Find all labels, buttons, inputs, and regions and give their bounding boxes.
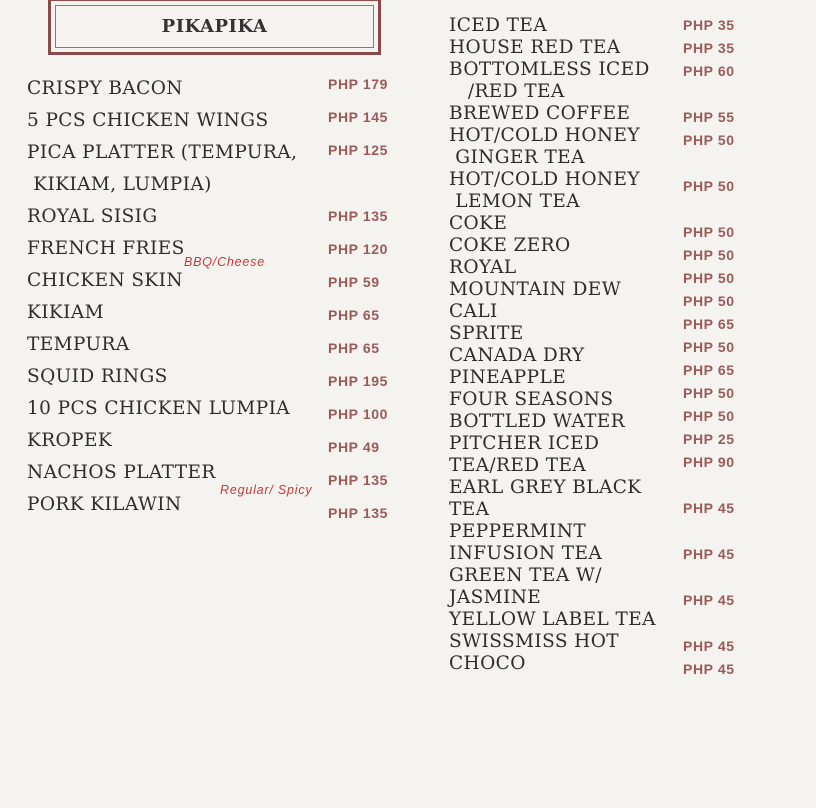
drink-line: BOTTOMLESS ICED (449, 59, 650, 80)
drink-line: PEPPERMINT (449, 521, 587, 542)
drink-price: PHP 45 (683, 592, 735, 608)
drink-line: EARL GREY BLACK (449, 477, 642, 498)
menu-item-name: KIKIAM (27, 302, 104, 323)
drink-line: COKE (449, 213, 508, 234)
drink-line: LEMON TEA (449, 191, 581, 212)
restaurant-title: PIKAPIKA (161, 16, 268, 37)
menu-item-name: FRENCH FRIES (27, 238, 185, 259)
menu-item-name: PICA PLATTER (TEMPURA, (27, 142, 298, 163)
menu-item-price: PHP 100 (328, 406, 388, 422)
drink-price: PHP 65 (683, 362, 735, 378)
drink-price: PHP 45 (683, 661, 735, 677)
menu-item-price: PHP 59 (328, 274, 380, 290)
drink-line: BOTTLED WATER (449, 411, 626, 432)
drink-price: PHP 25 (683, 431, 735, 447)
menu-item-price: PHP 179 (328, 76, 388, 92)
drink-price: PHP 35 (683, 40, 735, 56)
drink-line: YELLOW LABEL TEA (449, 609, 656, 630)
drink-line: GREEN TEA W/ (449, 565, 602, 586)
menu-item-price: PHP 135 (328, 505, 388, 521)
drink-line: INFUSION TEA (449, 543, 603, 564)
menu-item-name: SQUID RINGS (27, 366, 168, 387)
drink-line: SWISSMISS HOT (449, 631, 620, 652)
drink-price: PHP 50 (683, 224, 735, 240)
drink-line: CHOCO (449, 653, 526, 674)
drink-line: GINGER TEA (449, 147, 585, 168)
drink-line: JASMINE (449, 587, 542, 608)
drink-price: PHP 50 (683, 339, 735, 355)
menu-item-name: CHICKEN SKIN (27, 270, 183, 291)
menu-item-price: PHP 135 (328, 208, 388, 224)
drink-line: CALI (449, 301, 498, 322)
drink-line: FOUR SEASONS (449, 389, 614, 410)
drink-line: HOT/COLD HONEY (449, 125, 640, 146)
drink-price: PHP 45 (683, 638, 735, 654)
menu-item-name: 5 PCS CHICKEN WINGS (27, 110, 269, 131)
drink-line: COKE ZERO (449, 235, 571, 256)
menu-header-box (48, 0, 381, 55)
drink-line: MOUNTAIN DEW (449, 279, 622, 300)
drink-price: PHP 50 (683, 132, 735, 148)
drink-line: HOUSE RED TEA (449, 37, 621, 58)
menu-item-price: PHP 145 (328, 109, 388, 125)
menu-item-price: PHP 120 (328, 241, 388, 257)
drink-price: PHP 45 (683, 500, 735, 516)
drink-price: PHP 50 (683, 270, 735, 286)
drink-price: PHP 45 (683, 546, 735, 562)
drink-price: PHP 50 (683, 408, 735, 424)
drink-line: ROYAL (449, 257, 517, 278)
drink-line: TEA/RED TEA (449, 455, 587, 476)
drink-price: PHP 55 (683, 109, 735, 125)
menu-item-name: CRISPY BACON (27, 78, 183, 99)
menu-item-name: 10 PCS CHICKEN LUMPIA (27, 398, 291, 419)
menu-item-note: BBQ/Cheese (184, 255, 265, 269)
drink-line: BREWED COFFEE (449, 103, 631, 124)
drink-line: ICED TEA (449, 15, 548, 36)
menu-item-price: PHP 135 (328, 472, 388, 488)
drink-price: PHP 90 (683, 454, 735, 470)
drink-line: /RED TEA (449, 81, 565, 102)
menu-item-price: PHP 125 (328, 142, 388, 158)
drink-price: PHP 65 (683, 316, 735, 332)
drink-line: CANADA DRY (449, 345, 585, 366)
drink-price: PHP 50 (683, 385, 735, 401)
menu-item-name: TEMPURA (27, 334, 130, 355)
menu-item-name: ROYAL SISIG (27, 206, 158, 227)
drink-price: PHP 35 (683, 17, 735, 33)
menu-item-name: NACHOS PLATTER (27, 462, 216, 483)
menu-item-name-continued: KIKIAM, LUMPIA) (27, 174, 212, 195)
menu-item-note: Regular/ Spicy (220, 483, 313, 497)
drink-price: PHP 50 (683, 247, 735, 263)
drink-price: PHP 60 (683, 63, 735, 79)
drink-price: PHP 50 (683, 293, 735, 309)
drink-line: HOT/COLD HONEY (449, 169, 640, 190)
drink-line: PINEAPPLE (449, 367, 567, 388)
menu-item-price: PHP 65 (328, 340, 380, 356)
drink-line: TEA (449, 499, 490, 520)
drink-line: PITCHER ICED (449, 433, 600, 454)
menu-item-price: PHP 195 (328, 373, 388, 389)
drink-price: PHP 50 (683, 178, 735, 194)
drink-line: SPRITE (449, 323, 524, 344)
menu-item-price: PHP 65 (328, 307, 380, 323)
menu-item-price: PHP 49 (328, 439, 380, 455)
menu-item-name: PORK KILAWIN (27, 494, 182, 515)
menu-item-name: KROPEK (27, 430, 113, 451)
